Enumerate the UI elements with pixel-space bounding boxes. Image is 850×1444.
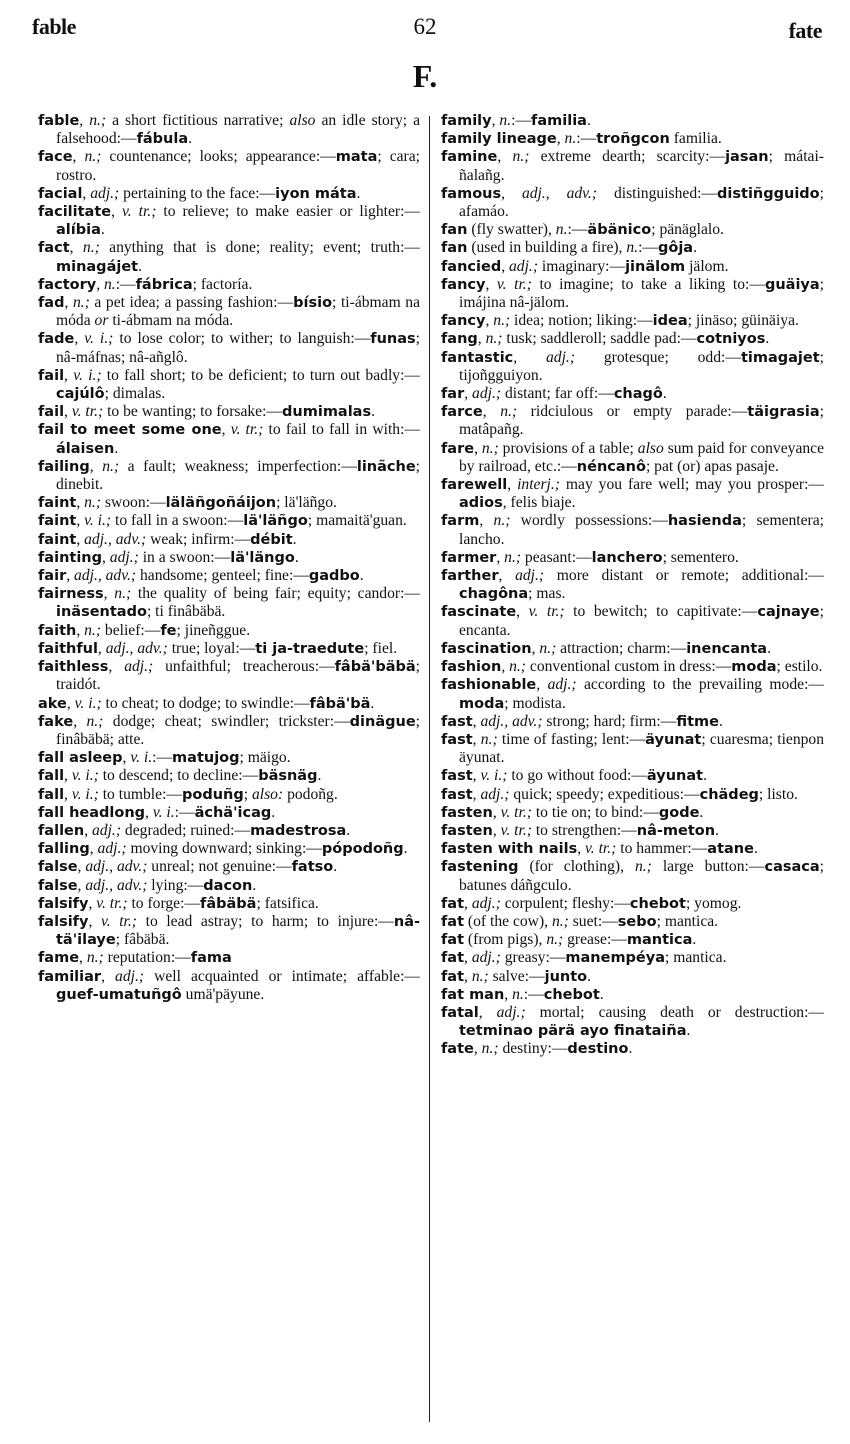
page-number: 62	[413, 14, 437, 39]
dictionary-entry: fatal, adj.; mortal; causing death or destruction:—tetminao pärä ayo finataiña.	[441, 1003, 825, 1040]
dictionary-entry: falsify, v. tr.; to lead astray; to harm; to injure:—nâ-tä'ilaye; fâbäbä.	[38, 912, 421, 949]
dictionary-entry: fail, v. tr.; to be wanting; to forsake:—dumimalas.	[38, 403, 375, 421]
dictionary-entry: fasten, v. tr.; to tie on; to bind:—gode.	[441, 803, 704, 821]
dictionary-entry: fall headlong, v. i.:—ächä'icag.	[38, 803, 276, 821]
dictionary-entry: face, n.; countenance; looks; appearance:—mata; cara; rostro.	[38, 148, 420, 184]
dictionary-entry: fail to meet some one, v. tr.; to fail to fall in with:—álaisen.	[38, 421, 421, 457]
dictionary-entry: fainting, adj.; in a swoon:—lä'längo.	[38, 548, 299, 566]
dictionary-entry: fade, v. i.; to lose color; to wither; to languish:—funas; nâ-máfnas; nâ-añglô.	[38, 330, 421, 366]
dictionary-entry: farce, n.; ridciulous or empty parade:—täigrasia; matâpañg.	[441, 403, 825, 439]
dictionary-entry: fallen, adj.; degraded; ruined:—madestrosa.	[38, 821, 351, 839]
header-guide-word-left: fable	[32, 14, 76, 39]
dictionary-entry: faint, n.; swoon:—läläñgoñáijon; lä'läñgo.	[38, 494, 337, 512]
dictionary-entry: fast, v. i.; to go without food:—äyunat.	[441, 767, 707, 785]
dictionary-entry: fan (used in building a fire), n.:—gôja.	[441, 239, 698, 257]
dictionary-entry: family, n.:—familia.	[441, 112, 591, 129]
dictionary-entry: facilitate, v. tr.; to relieve; to make easier or lighter:—alíbia.	[38, 203, 421, 239]
dictionary-entry: famous, adj., adv.; distinguished:—distiñgguido; afamáo.	[441, 184, 824, 221]
dictionary-entry: faith, n.; belief:—fe; jineñggue.	[38, 621, 251, 639]
dictionary-entry: famine, n.; extreme dearth; scarcity:—jasan; mátai-ñalañg.	[441, 148, 824, 184]
header-guide-word-right: fate	[788, 18, 822, 43]
dictionary-entry: falling, adj.; moving downward; sinking:—pópodoñg.	[38, 840, 408, 858]
dictionary-entry: facial, adj.; pertaining to the face:—iyon máta.	[38, 184, 361, 202]
dictionary-entry: ake, v. i.; to cheat; to dodge; to swindle:—fâbä'bä.	[38, 694, 375, 712]
dictionary-entry: fancied, adj.; imaginary:—jinälom jälom.	[441, 257, 729, 275]
dictionary-entry: fat, adj.; greasy:—manempéya; mantica.	[441, 949, 727, 967]
page-header	[0, 0, 850, 100]
dictionary-entry: fairness, n.; the quality of being fair; equity; candor:—inäsentado; ti finâbäbä.	[38, 585, 420, 621]
dictionary-entry: fat man, n.:—chebot.	[441, 985, 604, 1003]
dictionary-entry: fashion, n.; conventional custom in dress:—moda; estilo.	[441, 658, 823, 676]
dictionary-entry: fate, n.; destiny:—destino.	[441, 1040, 633, 1058]
dictionary-entry: fascinate, v. tr.; to bewitch; to capitivate:—cajnaye; encanta.	[441, 603, 824, 639]
dictionary-entry: fat, adj.; corpulent; fleshy:—chebot; yomog.	[441, 894, 742, 912]
dictionary-entry: fat (from pigs), n.; grease:—mantica.	[441, 931, 697, 949]
dictionary-entry: fame, n.; reputation:—fama	[38, 949, 232, 967]
dictionary-entry: fare, n.; provisions of a table; also sum paid for conveyance by railroad, etc.:—néncanô; pat (or) apas pasaje.	[441, 439, 825, 475]
dictionary-entry: fancy, n.; idea; notion; liking:—idea; jinäso; güinäiya.	[441, 312, 799, 330]
dictionary-entry: fall, v. i.; to tumble:—poduñg; also: podoñg.	[38, 785, 338, 803]
dictionary-entry: fastening (for clothing), n.; large button:—casaca; batunes dáñgculo.	[441, 858, 824, 894]
dictionary-entry: fang, n.; tusk; saddleroll; saddle pad:—cotniyos.	[441, 330, 770, 348]
dictionary-entry: fasten with nails, v. tr.; to hammer:—atane.	[441, 840, 758, 858]
dictionary-entry: factory, n.:—fábrica; factoría.	[38, 275, 253, 293]
dictionary-entry: fat (of the cow), n.; suet:—sebo; mantica.	[441, 912, 719, 930]
dictionary-entry: fast, adj., adv.; strong; hard; firm:—fitme.	[441, 712, 723, 730]
dictionary-entry: fail, v. i.; to fall short; to be deficient; to turn out badly:—cajúlô; dimalas.	[38, 366, 420, 403]
dictionary-entry: fat, n.; salve:—junto.	[441, 967, 592, 985]
dictionary-entry: fact, n.; anything that is done; reality; event; truth:—minagájet.	[38, 239, 420, 275]
dictionary-entry: fasten, v. tr.; to strengthen:—nâ-meton.	[441, 821, 719, 839]
dictionary-entry: fable, n.; a short fictitious narrative; also an idle story; a falsehood:—fábula.	[38, 112, 421, 148]
dictionary-entry: falsify, v. tr.; to forge:—fâbäbä; fatsifica.	[38, 894, 319, 912]
dictionary-entry: fancy, v. tr.; to imagine; to take a liking to:—guäiya; imájina nâ-jälom.	[441, 275, 824, 312]
dictionary-entry: faithless, adj.; unfaithful; treacherous:—fâbä'bäbä; traidót.	[38, 658, 420, 694]
dictionary-entry: fad, n.; a pet idea; a passing fashion:—bísio; ti-ábmam na móda or ti-ábmam na móda.	[38, 294, 421, 330]
dictionary-entry: fantastic, adj.; grotesque; odd:—timagajet; tijoñgguiyon.	[441, 348, 825, 384]
left-column	[38, 112, 420, 1004]
dictionary-entry: false, adj., adv.; lying:—dacon.	[38, 876, 257, 894]
column-divider	[429, 116, 430, 1422]
dictionary-entry: fast, adj.; quick; speedy; expeditious:—chädeg; listo.	[441, 785, 798, 803]
dictionary-entry: fake, n.; dodge; cheat; swindler; trickster:—dinägue; finâbäbä; atte.	[38, 712, 421, 748]
section-letter: F.	[412, 58, 438, 94]
dictionary-entry: fascination, n.; attraction; charm:—inencanta.	[441, 639, 771, 657]
dictionary-entry: family lineage, n.:—troñgcon familia.	[441, 130, 722, 148]
dictionary-entry: farmer, n.; peasant:—lanchero; sementero.	[441, 548, 739, 566]
dictionary-entry: fall, v. i.; to descend; to decline:—bäsnäg.	[38, 767, 322, 785]
dictionary-entry: failing, n.; a fault; weakness; imperfection:—linãche; dinebit.	[38, 457, 421, 494]
dictionary-entry: fall asleep, v. i.:—matujog; mäigo.	[38, 749, 291, 767]
dictionary-entry: fashionable, adj.; according to the prevailing mode:—moda; modista.	[441, 676, 824, 712]
dictionary-entry: fast, n.; time of fasting; lent:—äyunat; cuaresma; tienpon äyunat.	[441, 730, 825, 767]
dictionary-entry: familiar, adj.; well acquainted or intimate; affable:—guef-umatuñgô umä'päyune.	[38, 967, 420, 1003]
dictionary-entry: far, adj.; distant; far off:—chagô.	[441, 385, 667, 403]
right-column	[441, 112, 824, 1059]
dictionary-entry: farewell, interj.; may you fare well; may you prosper:—adios, felis biaje.	[441, 476, 824, 512]
dictionary-entry: faint, adj., adv.; weak; infirm:—débit.	[38, 530, 297, 548]
dictionary-entry: farther, adj.; more distant or remote; additional:—chagôna; mas.	[441, 567, 825, 603]
dictionary-entry: fair, adj., adv.; handsome; genteel; fine:—gadbo.	[38, 567, 364, 585]
dictionary-entry: false, adj., adv.; unreal; not genuine:—fatso.	[38, 858, 338, 876]
dictionary-entry: fan (fly swatter), n.:—äbänico; pänäglalo.	[441, 221, 724, 239]
dictionary-entry: faint, v. i.; to fall in a swoon:—lä'läñgo; mamaitä'guan.	[38, 512, 407, 530]
dictionary-entry: faithful, adj., adv.; true; loyal:—ti ja-traedute; fiel.	[38, 639, 398, 657]
dictionary-entry: farm, n.; wordly possessions:—hasienda; sementera; lancho.	[441, 512, 825, 548]
